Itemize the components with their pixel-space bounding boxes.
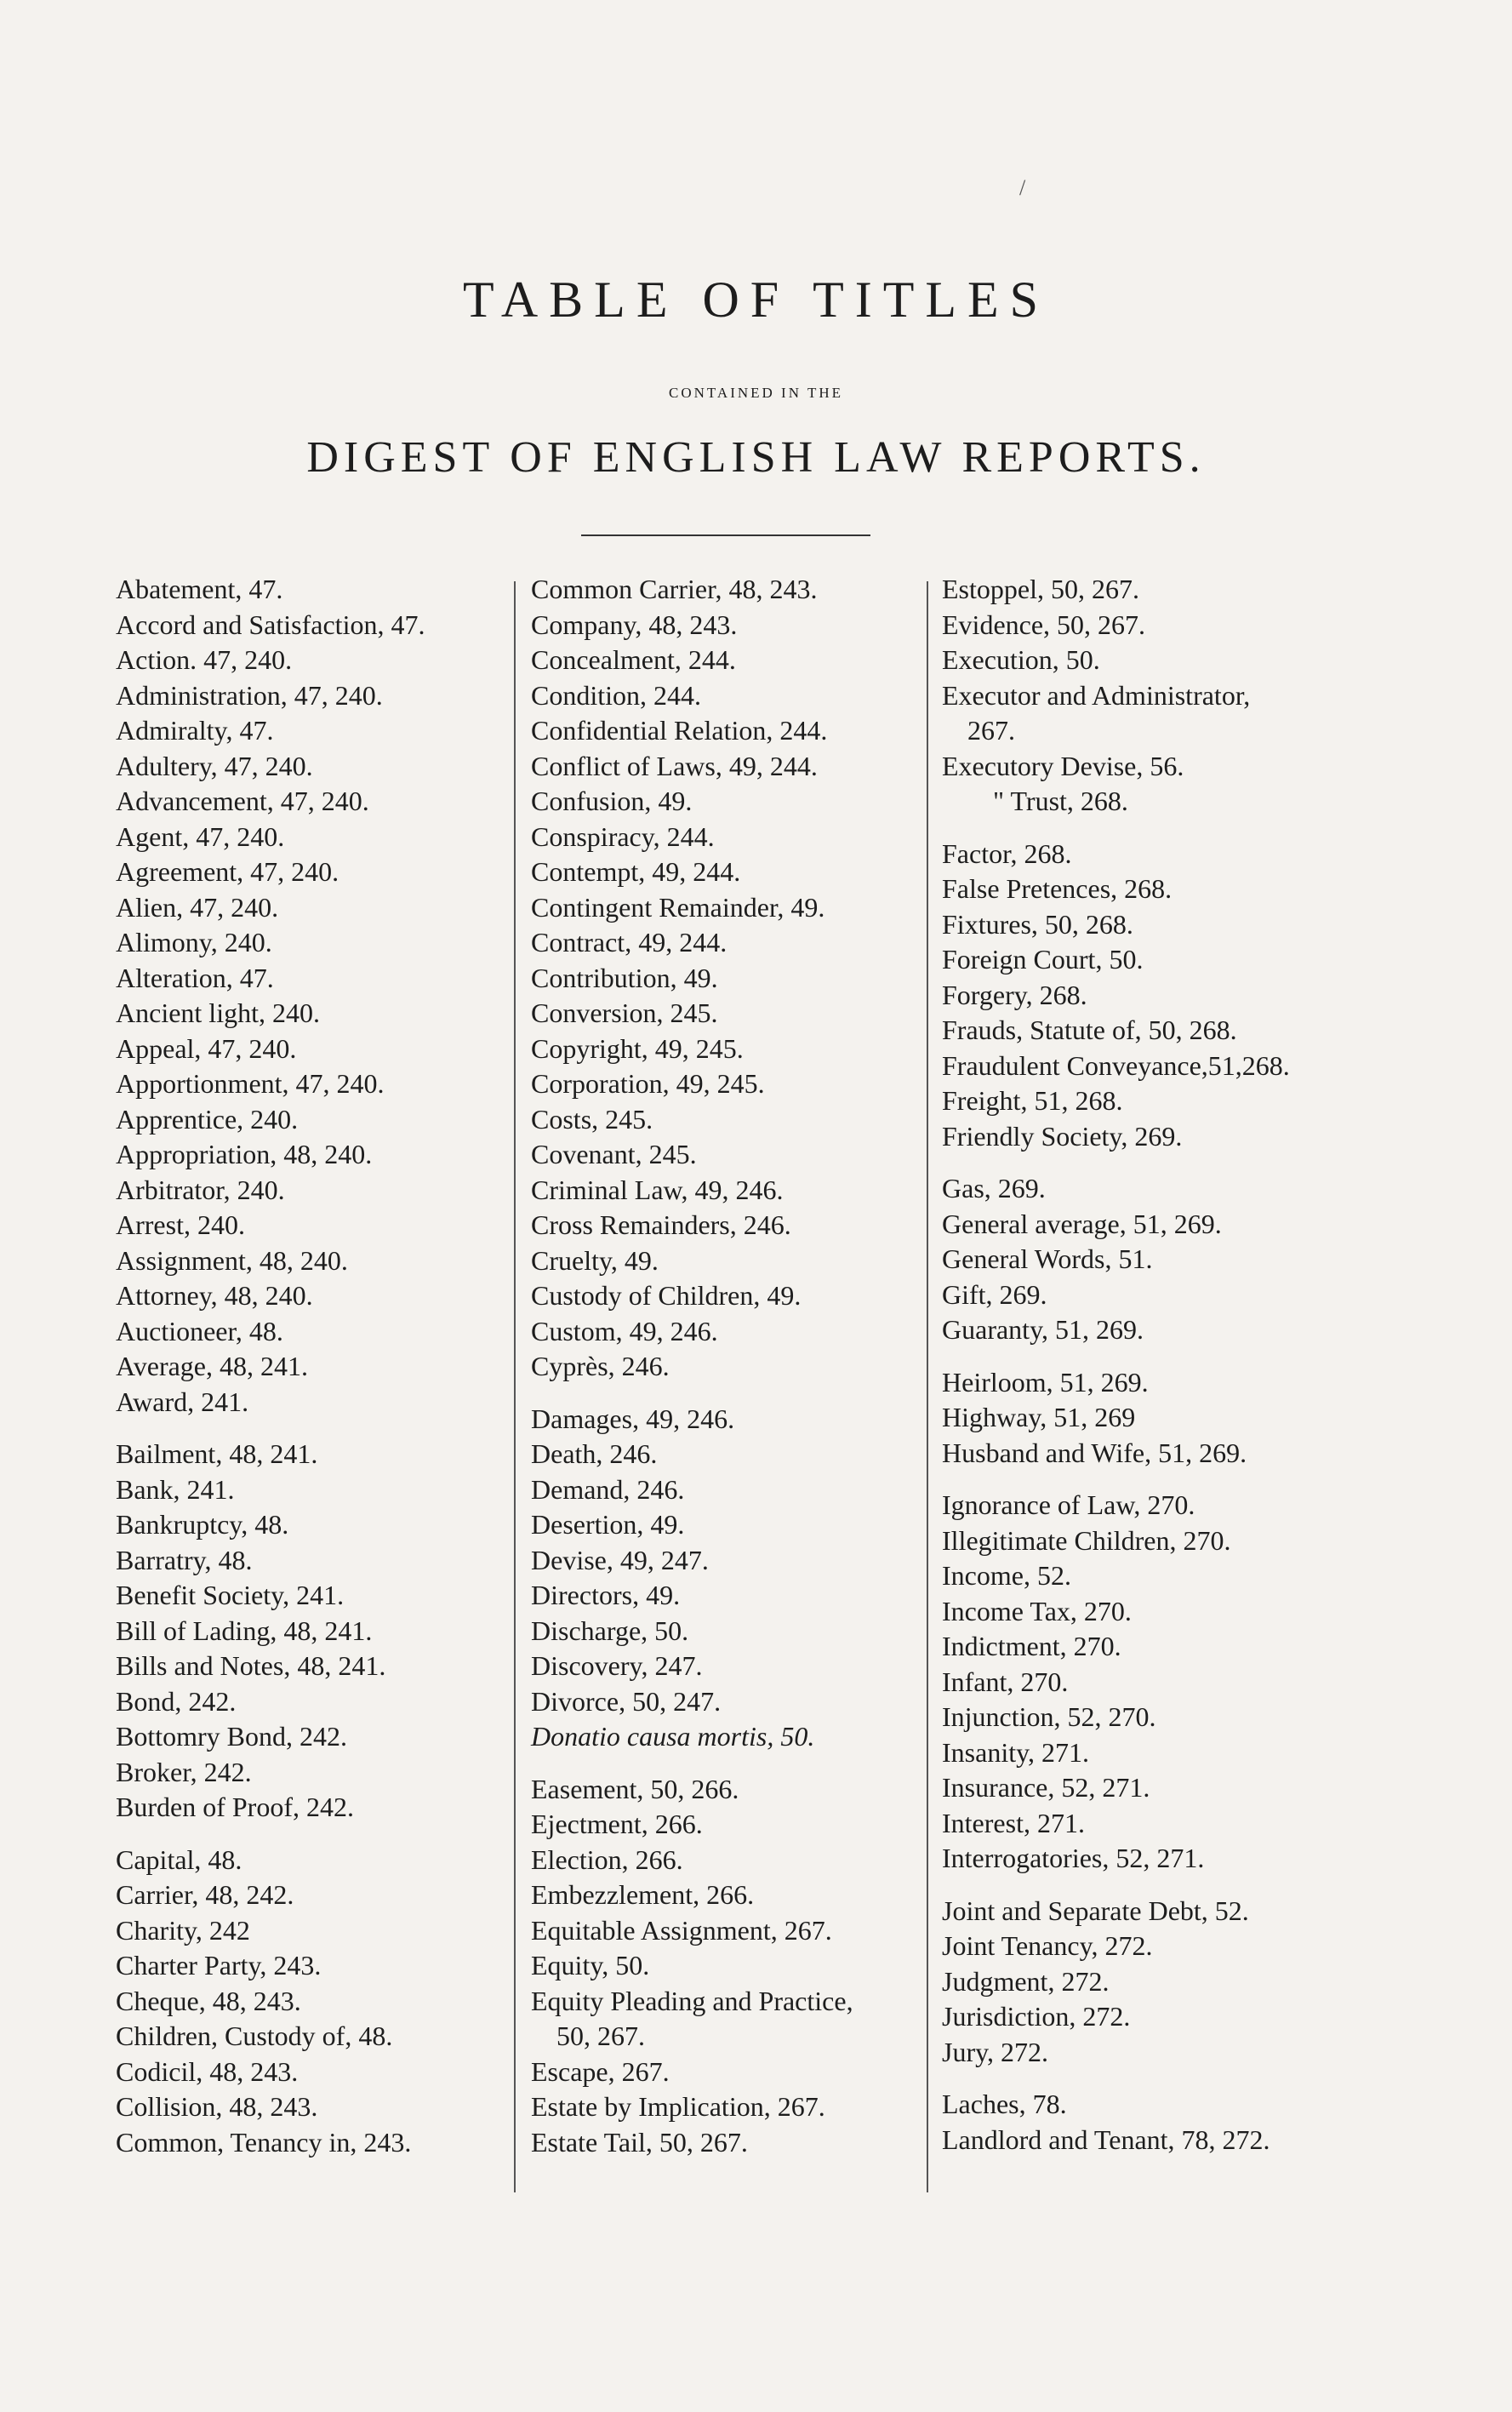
- column-divider-1: [514, 581, 516, 2192]
- index-entry: Ancient light, 240.: [116, 997, 320, 1028]
- index-entry: Action. 47, 240.: [116, 644, 293, 675]
- index-entry: Corporation, 49, 245.: [531, 1068, 765, 1099]
- index-entry-ditto: " Trust, 268.: [993, 786, 1128, 816]
- index-entry: Adultery, 47, 240.: [116, 750, 313, 781]
- index-entry: Administration, 47, 240.: [116, 679, 383, 711]
- index-entry: Escape, 267.: [531, 2055, 670, 2087]
- index-entry: Confusion, 49.: [531, 786, 693, 816]
- index-entry: Broker, 242.: [116, 1756, 252, 1787]
- index-entry: Damages, 49, 246.: [531, 1403, 735, 1434]
- index-entry: Illegitimate Children, 270.: [942, 1524, 1231, 1556]
- index-entry: Capital, 48.: [116, 1843, 242, 1875]
- index-entry: Indictment, 270.: [942, 1631, 1121, 1661]
- digest-title: DIGEST OF ENGLISH LAW REPORTS.: [306, 433, 1206, 482]
- index-entry: Death, 246.: [531, 1438, 658, 1469]
- index-entry: Conspiracy, 244.: [531, 820, 715, 852]
- index-entry: Evidence, 50, 267.: [942, 609, 1146, 640]
- index-entry: Donatio causa mortis, 50.: [531, 1721, 815, 1752]
- index-entry: Jurisdiction, 272.: [942, 2001, 1131, 2032]
- index-entry: Gift, 269.: [942, 1278, 1047, 1310]
- index-entry: Alimony, 240.: [116, 927, 272, 957]
- index-entry: Estoppel, 50, 267.: [942, 574, 1139, 604]
- index-entry: Alteration, 47.: [116, 962, 274, 993]
- stray-mark: /: [1019, 175, 1026, 200]
- index-entry: Equity Pleading and Practice,: [531, 1985, 853, 2016]
- index-column-1: [116, 572, 507, 2160]
- index-entry: Infant, 270.: [942, 1666, 1069, 1697]
- index-entry: Estate by Implication, 267.: [531, 2091, 825, 2122]
- index-entry: General Words, 51.: [942, 1243, 1153, 1274]
- page-subtitle: CONTAINED IN THE: [669, 385, 843, 401]
- index-entry: Cruelty, 49.: [531, 1244, 659, 1276]
- index-entry: Desertion, 49.: [531, 1509, 685, 1540]
- index-entry: Equitable Assignment, 267.: [531, 1914, 832, 1946]
- index-entry: Apprentice, 240.: [116, 1103, 299, 1135]
- index-entry: Benefit Society, 241.: [116, 1580, 345, 1610]
- index-entry: Bank, 241.: [116, 1473, 235, 1505]
- index-entry: Arbitrator, 240.: [116, 1174, 285, 1205]
- index-entry: Contract, 49, 244.: [531, 927, 727, 957]
- index-entry: Contingent Remainder, 49.: [531, 891, 825, 923]
- index-entry: Judgment, 272.: [942, 1965, 1110, 1997]
- index-entry: Forgery, 268.: [942, 979, 1087, 1010]
- index-entry: Ignorance of Law, 270.: [942, 1489, 1195, 1520]
- index-entry: Divorce, 50, 247.: [531, 1685, 722, 1717]
- page-title: TABLE OF TITLES: [462, 271, 1050, 328]
- index-entry: Conflict of Laws, 49, 244.: [531, 750, 818, 781]
- index-entry: Interest, 271.: [942, 1807, 1085, 1838]
- index-entry: Common Carrier, 48, 243.: [531, 574, 818, 604]
- index-entry: Auctioneer, 48.: [116, 1315, 283, 1346]
- title-divider: [581, 534, 870, 536]
- index-entry: Executory Devise, 56.: [942, 750, 1184, 781]
- index-entry: Codicil, 48, 243.: [116, 2055, 299, 2087]
- index-entry: Fixtures, 50, 268.: [942, 908, 1133, 940]
- index-entry: Contempt, 49, 244.: [531, 856, 741, 887]
- index-entry: Apportionment, 47, 240.: [116, 1068, 385, 1099]
- index-entry: Admiralty, 47.: [116, 715, 274, 746]
- index-entry: Contribution, 49.: [531, 962, 718, 993]
- index-entry: Bottomry Bond, 242.: [116, 1721, 348, 1752]
- index-entry: Appropriation, 48, 240.: [116, 1139, 373, 1169]
- index-entry: Charity, 242: [116, 1914, 250, 1946]
- index-entry: Assignment, 48, 240.: [116, 1244, 348, 1276]
- index-entry: Common, Tenancy in, 243.: [116, 2126, 412, 2158]
- index-entry: Burden of Proof, 242.: [116, 1792, 354, 1822]
- index-entry: Covenant, 245.: [531, 1139, 697, 1169]
- index-entry: Advancement, 47, 240.: [116, 786, 369, 816]
- index-entry: Executor and Administrator,: [942, 679, 1251, 711]
- index-entry: Accord and Satisfaction, 47.: [116, 609, 425, 640]
- index-entry: Insurance, 52, 271.: [942, 1772, 1150, 1803]
- index-entry: Embezzlement, 266.: [531, 1879, 755, 1910]
- index-entry: Bankruptcy, 48.: [116, 1509, 289, 1540]
- index-entry: Injunction, 52, 270.: [942, 1701, 1156, 1732]
- index-entry: Copyright, 49, 245.: [531, 1032, 744, 1064]
- index-entry: False Pretences, 268.: [942, 873, 1173, 904]
- index-entry: Criminal Law, 49, 246.: [531, 1174, 784, 1205]
- column-divider-2: [927, 581, 928, 2192]
- index-entry: Interrogatories, 52, 271.: [942, 1843, 1205, 1873]
- index-entry: Conversion, 245.: [531, 997, 718, 1028]
- index-entry: Husband and Wife, 51, 269.: [942, 1437, 1247, 1468]
- index-entry: Bills and Notes, 48, 241.: [116, 1650, 386, 1681]
- index-entry: Award, 241.: [116, 1386, 249, 1417]
- index-entry: Agent, 47, 240.: [116, 820, 285, 852]
- index-entry: Foreign Court, 50.: [942, 944, 1144, 975]
- index-entry: Frauds, Statute of, 50, 268.: [942, 1015, 1237, 1045]
- index-entry: Equity, 50.: [531, 1950, 650, 1980]
- index-entry: Ejectment, 266.: [531, 1809, 703, 1839]
- index-entry: Company, 48, 243.: [531, 609, 738, 640]
- index-entry: Abatement, 47.: [116, 574, 283, 604]
- index-entry: General average, 51, 269.: [942, 1208, 1222, 1239]
- index-entry: Cheque, 48, 243.: [116, 1985, 301, 2016]
- index-entry: Gas, 269.: [942, 1173, 1046, 1203]
- index-entry: Directors, 49.: [531, 1580, 681, 1610]
- index-entry: Carrier, 48, 242.: [116, 1879, 294, 1910]
- index-entry: Insanity, 271.: [942, 1736, 1090, 1768]
- index-entry: Devise, 49, 247.: [531, 1544, 709, 1575]
- index-entry: Income Tax, 270.: [942, 1595, 1132, 1626]
- index-entry: Discharge, 50.: [531, 1615, 689, 1646]
- index-entry: Children, Custody of, 48.: [116, 2020, 393, 2051]
- index-entry: Collision, 48, 243.: [116, 2091, 318, 2122]
- index-entry: Guaranty, 51, 269.: [942, 1314, 1144, 1345]
- index-entry: Jury, 272.: [942, 2036, 1049, 2067]
- index-entry: Agreement, 47, 240.: [116, 856, 339, 887]
- index-entry: Concealment, 244.: [531, 644, 736, 675]
- index-entry: Bill of Lading, 48, 241.: [116, 1615, 373, 1646]
- index-entry: Bailment, 48, 241.: [116, 1438, 318, 1469]
- index-entry: Laches, 78.: [942, 2089, 1067, 2119]
- index-entry: Barratry, 48.: [116, 1544, 253, 1575]
- index-entry-continuation: 50, 267.: [556, 2020, 645, 2051]
- index-entry-continuation: 267.: [967, 715, 1015, 746]
- index-entry: Highway, 51, 269: [942, 1402, 1136, 1432]
- index-entry: Election, 266.: [531, 1843, 683, 1875]
- index-entry: Bond, 242.: [116, 1685, 237, 1717]
- index-column-2: [531, 572, 924, 2160]
- index-entry: Custom, 49, 246.: [531, 1315, 718, 1346]
- index-entry: Appeal, 47, 240.: [116, 1032, 297, 1064]
- index-entry: Friendly Society, 269.: [942, 1120, 1183, 1152]
- index-entry: Execution, 50.: [942, 644, 1100, 675]
- index-entry: Estate Tail, 50, 267.: [531, 2126, 748, 2158]
- index-entry: Condition, 244.: [531, 679, 702, 711]
- index-entry: Alien, 47, 240.: [116, 891, 279, 923]
- index-entry: Income, 52.: [942, 1560, 1071, 1591]
- index-entry: Discovery, 247.: [531, 1650, 703, 1681]
- index-entry: Fraudulent Conveyance,51,268.: [942, 1049, 1290, 1081]
- index-entry: Charter Party, 243.: [116, 1950, 322, 1980]
- index-column-3: [942, 572, 1384, 2158]
- index-entry: Attorney, 48, 240.: [116, 1280, 313, 1311]
- index-entry: Landlord and Tenant, 78, 272.: [942, 2123, 1270, 2155]
- index-entry: Cyprès, 246.: [531, 1351, 670, 1381]
- index-entry: Confidential Relation, 244.: [531, 715, 828, 746]
- index-entry: Joint and Separate Debt, 52.: [942, 1895, 1249, 1926]
- index-entry: Demand, 246.: [531, 1473, 685, 1505]
- index-entry: Arrest, 240.: [116, 1209, 245, 1240]
- index-entry: Freight, 51, 268.: [942, 1085, 1123, 1116]
- index-entry: Average, 48, 241.: [116, 1351, 308, 1381]
- index-entry: Cross Remainders, 246.: [531, 1209, 791, 1240]
- index-entry: Joint Tenancy, 272.: [942, 1930, 1153, 1961]
- index-entry: Easement, 50, 266.: [531, 1773, 739, 1804]
- index-entry: Heirloom, 51, 269.: [942, 1366, 1149, 1397]
- index-entry: Custody of Children, 49.: [531, 1280, 802, 1311]
- index-entry: Factor, 268.: [942, 837, 1072, 869]
- index-entry: Costs, 245.: [531, 1103, 653, 1135]
